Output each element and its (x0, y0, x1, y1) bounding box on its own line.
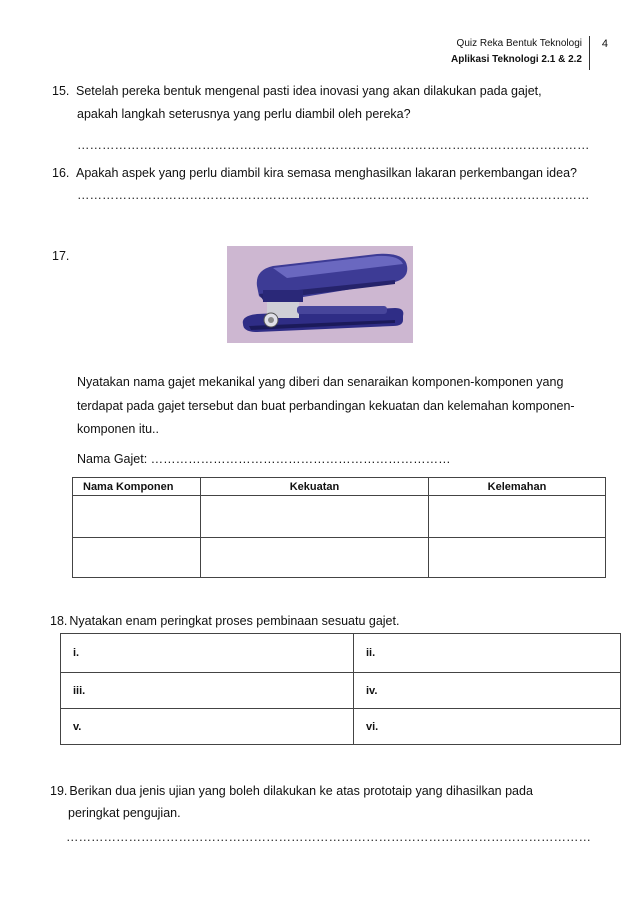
page-number: 4 (589, 36, 608, 70)
q19-text1: Berikan dua jenis ujian yang boleh dilakukan ke atas prototaip yang dihasilkan pada (69, 784, 533, 798)
weakness-cell[interactable] (429, 538, 606, 578)
stage-cell-vi[interactable]: vi. (354, 709, 621, 745)
q15-number: 15. (52, 84, 70, 98)
component-table (72, 477, 606, 578)
process-table (60, 633, 621, 745)
q15-text1: Setelah pereka bentuk mengenal pasti idea inovasi yang akan dilakukan pada gajet, (76, 84, 542, 98)
header-kekuatan: Kekuatan (201, 478, 429, 496)
component-cell[interactable] (73, 538, 201, 578)
q16-answer-line[interactable]: …………………………………………………………………………………………………………… (77, 188, 590, 202)
table-row (61, 634, 621, 673)
q19-text2: peringkat pengujian. (68, 806, 181, 820)
component-table-header-row (73, 478, 606, 496)
q19-answer-line[interactable]: ……………………………………………………………………………………………………………… (66, 830, 591, 844)
q16-text1: Apakah aspek yang perlu diambil kira semasa menghasilkan lakaran perkembangan idea? (76, 166, 577, 180)
q15-text2: apakah langkah seterusnya yang perlu diambil oleh pereka? (77, 107, 411, 121)
q16-line1 (52, 166, 577, 180)
strength-cell[interactable] (201, 496, 429, 538)
stapler-image (227, 246, 413, 343)
stage-cell-i[interactable]: i. (61, 634, 354, 673)
page-header (451, 36, 608, 68)
header-subtitle: Aplikasi Teknologi 2.1 & 2.2 (451, 54, 582, 65)
table-row (61, 709, 621, 745)
table-row (61, 673, 621, 709)
q16-number: 16. (52, 166, 70, 180)
header-kelemahan: Kelemahan (429, 478, 606, 496)
header-nama-komponen: Nama Komponen (73, 478, 201, 496)
stage-cell-v[interactable]: v. (61, 709, 354, 745)
q19-line1 (50, 784, 533, 798)
stage-cell-iii[interactable]: iii. (61, 673, 354, 709)
q18-text1: Nyatakan enam peringkat proses pembinaan sesuatu gajet. (69, 614, 400, 628)
table-row (73, 538, 606, 578)
q15-line1 (52, 84, 542, 98)
strength-cell[interactable] (201, 538, 429, 578)
header-title: Quiz Reka Bentuk Teknologi (456, 38, 582, 49)
weakness-cell[interactable] (429, 496, 606, 538)
q19-number: 19. (50, 784, 68, 798)
q15-answer-line[interactable]: …………………………………………………………………………………………………………… (77, 138, 590, 152)
q17-number-line (52, 249, 76, 263)
q17-text1: Nyatakan nama gajet mekanikal yang diberi dan senaraikan komponen-komponen yang (77, 375, 564, 389)
component-cell[interactable] (73, 496, 201, 538)
table-row (73, 496, 606, 538)
q18-line1 (50, 614, 399, 628)
q17-number: 17. (52, 249, 70, 263)
q18-number: 18. (50, 614, 68, 628)
q17-text3: komponen itu.. (77, 422, 159, 436)
stage-cell-ii[interactable]: ii. (354, 634, 621, 673)
stage-cell-iv[interactable]: iv. (354, 673, 621, 709)
q17-text2: terdapat pada gajet tersebut dan buat perbandingan kekuatan dan kelemahan komponen- (77, 399, 575, 413)
q17-gadget-name-field[interactable]: Nama Gajet: ……………………………………………………………… (77, 452, 451, 466)
